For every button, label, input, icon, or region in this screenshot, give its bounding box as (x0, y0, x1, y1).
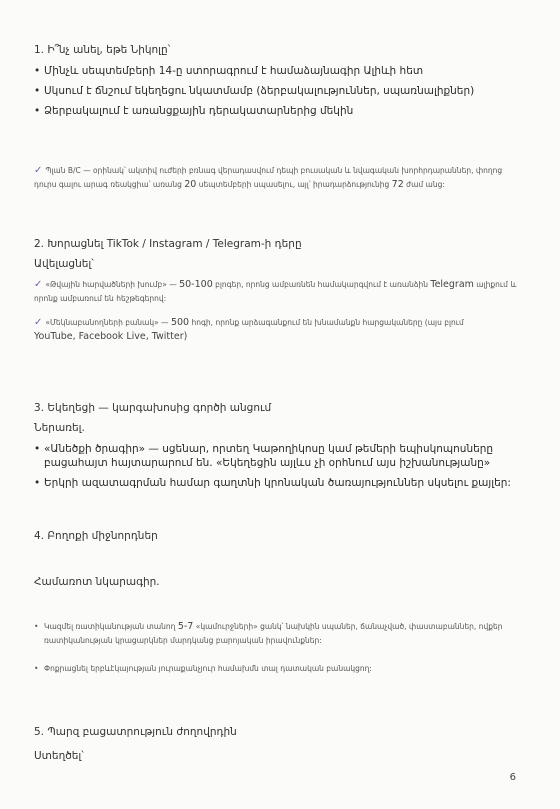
note-text: հոգի, որոնք արձագանքում են խնամանքն հարցակաները (այս բլում (191, 318, 464, 327)
bullet-item: • Փոքրացնել երբևէկայության յուրաքանչյուր համախմն տալ դատական բանակցող: (34, 662, 524, 676)
section-4-subheading: Համառոտ նկարագիր. (34, 576, 160, 588)
section-4-heading: 4. Բողոքի միջնորդներ (34, 530, 158, 542)
note-number: 500 (170, 317, 190, 328)
bullet-text: Կազմել ռատիկանության տանող (44, 622, 176, 631)
bullet-item: • Ձերբակալում է առանցքային դերակատարներից մեկին (34, 104, 524, 118)
bullet-item: • Երկրի ազատագրման համար գաղտնի կրոնական ծառայություններ սկսելու քայլեր: (34, 476, 524, 490)
bullet-item (34, 620, 524, 648)
section-3 (34, 402, 524, 496)
section-3-heading: 3. Եկեղեցի — կարգախոսից գործի անցում (34, 402, 272, 414)
note-text: «Մեկնաբանողների բանակ» — (45, 318, 169, 327)
note-text: Պլան B/C — օրինակ՝ ակտիվ ուժերի բռնագ վերադասվում դեպի բուսական և նվագական խորհրդարաններ, փողոց դուրս գալու արագ ռեակցիա՝ առանց (34, 166, 503, 189)
section-3-bullets (34, 442, 524, 490)
section-1 (34, 44, 524, 124)
note-text: բլոգեր, որոնց ամբառնեն համակարգվում է առանձին (215, 280, 428, 289)
section-5 (34, 726, 524, 770)
bullet-item: • Մինչև սեպտեմբերի 14-ը ստորագրում է համաձայնագիր Ալիևի հետ (34, 64, 524, 78)
bullet-number: 5-7 (177, 621, 194, 632)
section-1-bullets (34, 64, 524, 118)
note-number: 50-100 (179, 279, 213, 290)
plan-note (34, 164, 524, 192)
section-4-bullets (34, 620, 524, 676)
bullet-text: «կամուրջների» ցանկ՝ նախկին սպաներ, ճանաչված, փաստաբաններ, ովքեր ռատիկանության կրացարկներ մարդկանց բարոյական իրավունքներ: (44, 622, 503, 645)
bullet-item: • «Անեծքի ծրագիր» — սցենար, որտեղ Կաթողիկոսը կամ թեմերի եպիսկոպոսները բացահայտ հայտարարում են. «Եկեղեցին այլևս չի օրհնում այս իշխանությանը» (34, 442, 524, 470)
digital-group-note (34, 278, 524, 306)
note-number: Telegram (430, 279, 474, 290)
section-5-subheading: Ստեղծել՝ (34, 750, 84, 762)
checkmark-icon: ✓ (34, 165, 43, 176)
section-4-items (34, 620, 524, 682)
section-1-note (34, 164, 524, 202)
checkmark-icon: ✓ (34, 317, 43, 328)
commenters-note (34, 316, 524, 344)
page-number: 6 (509, 772, 516, 783)
note-text: սեպտեմբերի սպասելու, այլ՝ իրադարձությունից (198, 180, 390, 189)
note-number: YouTube, Facebook Live, Twitter) (34, 331, 188, 342)
note-text: «Թվային հարվածների խումբ» — (45, 280, 177, 289)
section-1-heading: 1. Ի՞նչ անել, եթե Նիկոլը՝ (34, 44, 171, 56)
note-number: 72 (391, 179, 404, 190)
note-text: ժամ անց: (406, 180, 445, 189)
section-2-subheading: Ավելացնել՝ (34, 258, 94, 270)
section-4-body (34, 576, 524, 596)
section-3-subheading: Ներառել. (34, 422, 85, 434)
section-2-heading: 2. Խորացնել TikTok / Instagram / Telegram-ի դերը (34, 238, 302, 250)
bullet-item: • Սկսում է ճնշում եկեղեցու նկատմամբ (ձերբակալություններ, սպառնալիքներ) (34, 84, 524, 98)
section-2 (34, 238, 524, 354)
note-number: 20 (184, 179, 197, 190)
section-5-heading: 5. Պարզ բացատրություն ժողովրդին (34, 726, 237, 738)
note-text: ալիքում և որոնք ամբառում են հեշթեգերով: (34, 280, 517, 303)
checkmark-icon: ✓ (34, 279, 43, 290)
section-4 (34, 530, 524, 550)
